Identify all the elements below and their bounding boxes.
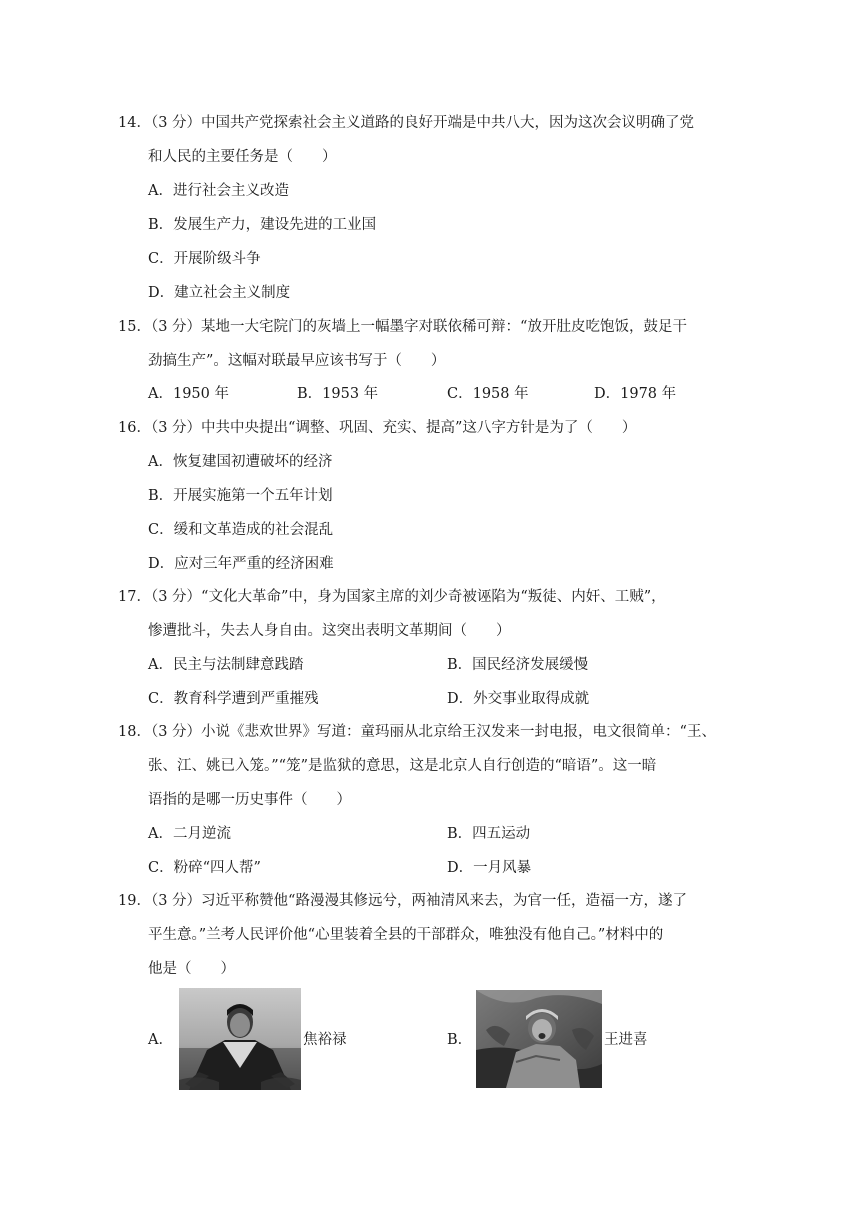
question-17-option-c: C．教育科学遭到严重摧残 bbox=[148, 691, 319, 707]
question-14-text-line-1: 14．（3 分）中国共产党探索社会主义道路的良好开端是中共八大，因为这次会议明确了党 bbox=[118, 115, 695, 131]
question-18-option-d: D．一月风暴 bbox=[447, 860, 532, 876]
question-19-text-line-2: 平生意。”兰考人民评价他“心里装着全县的干部群众，唯独没有他自己。”材料中的 bbox=[148, 927, 664, 943]
question-15-text-line-2: 劲搞生产”。这幅对联最早应该书写于（ ） bbox=[148, 353, 446, 369]
jiao-yulu-photo bbox=[179, 988, 301, 1090]
question-18-option-c: C．粉碎“四人帮” bbox=[148, 860, 261, 876]
question-14-option-b: B．发展生产力，建设先进的工业国 bbox=[148, 217, 377, 233]
question-18-text-line-3: 语指的是哪一历史事件（ ） bbox=[148, 792, 351, 808]
question-14-option-c: C．开展阶级斗争 bbox=[148, 251, 261, 267]
question-16-option-d: D．应对三年严重的经济困难 bbox=[148, 556, 334, 572]
question-15-text-line-1: 15．（3 分）某地一大宅院门的灰墙上一幅墨字对联依稀可辩：“放开肚皮吃饱饭，鼓足干 bbox=[118, 319, 687, 335]
question-18-option-b: B．四五运动 bbox=[447, 826, 531, 842]
question-17-option-b: B．国民经济发展缓慢 bbox=[447, 657, 589, 673]
question-17-option-d: D．外交事业取得成就 bbox=[447, 691, 590, 707]
question-19-option-b-letter: B． bbox=[447, 1032, 473, 1048]
question-15-option-d: D．1978 年 bbox=[594, 386, 677, 402]
question-16-option-c: C．缓和文革造成的社会混乱 bbox=[148, 522, 334, 538]
question-15-option-a: A．1950 年 bbox=[148, 386, 229, 402]
wang-jinxi-photo bbox=[476, 990, 602, 1088]
question-19-option-b-caption: 王进喜 bbox=[604, 1032, 648, 1048]
question-16-option-a: A．恢复建国初遭破坏的经济 bbox=[148, 454, 333, 470]
question-16-option-b: B．开展实施第一个五年计划 bbox=[148, 488, 333, 504]
question-14-text-line-2: 和人民的主要任务是（ ） bbox=[148, 149, 337, 165]
question-19-option-a-letter: A． bbox=[148, 1032, 173, 1048]
question-14-option-d: D．建立社会主义制度 bbox=[148, 285, 291, 301]
question-19-text-line-3: 他是（ ） bbox=[148, 961, 235, 977]
question-17-option-a: A．民主与法制肆意践踏 bbox=[148, 657, 304, 673]
question-14-option-a: A．进行社会主义改造 bbox=[148, 183, 289, 199]
question-19-option-a-caption: 焦裕禄 bbox=[303, 1032, 347, 1048]
question-15-option-c: C．1958 年 bbox=[447, 386, 529, 402]
question-18-text-line-2: 张、江、姚已入笼。”“笼”是监狱的意思，这是北京人自行创造的“暗语”。这一暗 bbox=[148, 758, 657, 774]
question-18-option-a: A．二月逆流 bbox=[148, 826, 231, 842]
question-18-text-line-1: 18．（3 分）小说《悲欢世界》写道：童玛丽从北京给王汉发来一封电报，电文很简单：“王、 bbox=[118, 724, 716, 740]
question-19-text-line-1: 19．（3 分）习近平称赞他“路漫漫其修远兮，两袖清风来去，为官一任，造福一方，遂了 bbox=[118, 893, 687, 909]
question-17-text-line-2: 惨遭批斗，失去人身自由。这突出表明文革期间（ ） bbox=[148, 623, 511, 639]
question-16-text-line-1: 16．（3 分）中共中央提出“调整、巩固、充实、提高”这八字方针是为了（ ） bbox=[118, 420, 637, 436]
question-15-option-b: B．1953 年 bbox=[297, 386, 379, 402]
question-17-text-line-1: 17．（3 分）“文化大革命”中，身为国家主席的刘少奇被诬陷为“叛徒、内奸、工贼”， bbox=[118, 589, 666, 605]
